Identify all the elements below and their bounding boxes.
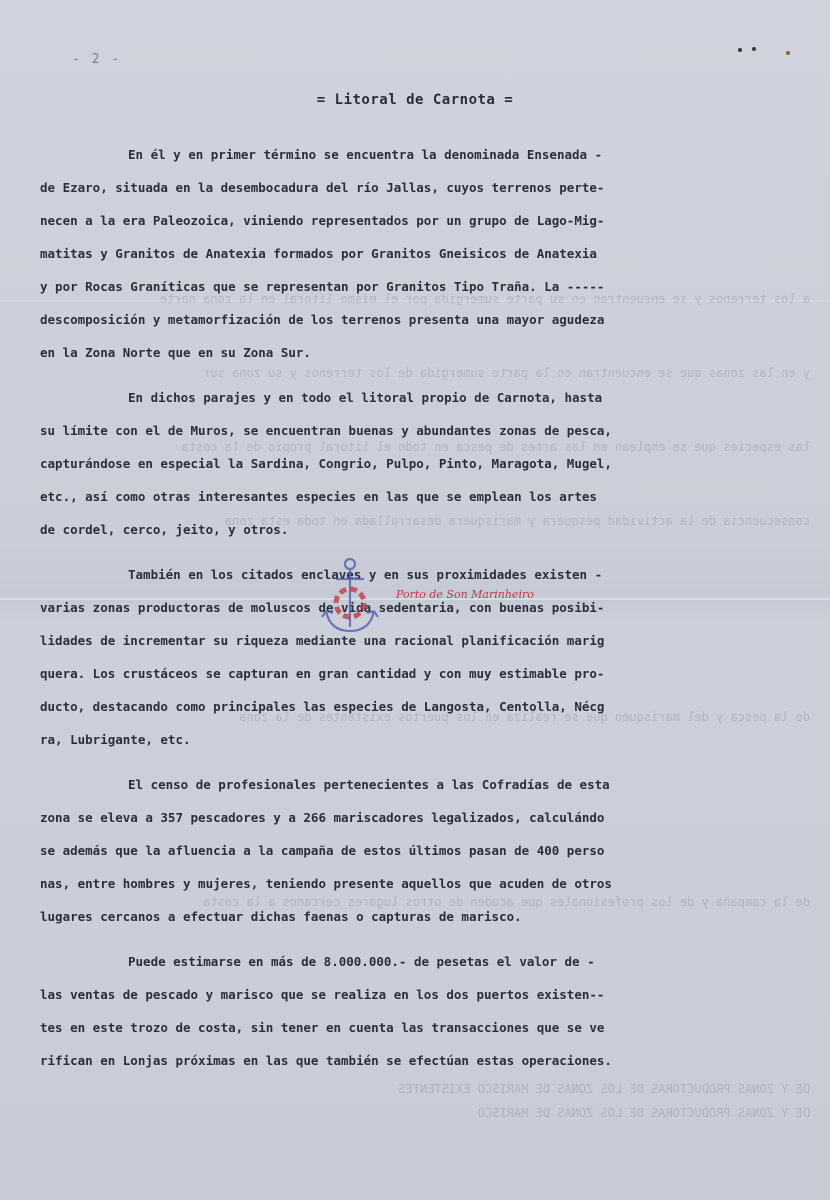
text-line: En él y en primer término se encuentra la denominada Ensenada - <box>128 147 603 162</box>
text-line: en la Zona Norte que en su Zona Sur. <box>40 345 311 360</box>
text-line: lidades de incrementar su riqueza mediante una racional planificación marig <box>40 633 605 648</box>
paragraph <box>40 945 692 1077</box>
text-line: descomposición y metamorfización de los terrenos presenta una mayor agudeza <box>40 312 605 327</box>
text-line: El censo de profesionales pertenecientes a las Cofradías de esta <box>128 777 610 792</box>
text-line: Puede estimarse en más de 8.000.000.- de pesetas el valor de - <box>128 954 595 969</box>
text-line: lugares cercanos a efectuar dichas faenas o capturas de marisco. <box>40 909 522 924</box>
bleed-through-text: de la pesca y del marisqueo que se realiza en los puertos existentes de la zona <box>239 710 810 724</box>
text-line: tes en este trozo de costa, sin tener en cuenta las transacciones que se ve <box>40 1020 605 1035</box>
stamp-label: Porto de Son Marinheiro <box>396 588 534 601</box>
text-line: varias zonas productoras de moluscos de vida sedentaria, con buenas posibi- <box>40 600 605 615</box>
ink-speck <box>752 47 756 51</box>
bleed-through-text: y en las zonas que se encuentran en la parte sumergida de los terrenos y su zona sur <box>203 366 810 380</box>
text-line: También en los citados enclaves y en sus proximidades existen - <box>128 567 603 582</box>
text-line: matitas y Granitos de Anatexia formados por Granitos Gneisicos de Anatexia <box>40 246 597 261</box>
anchor-stamp-icon <box>318 555 382 639</box>
bleed-through-text: consecuencia de la actividad pesquera y marisquera desarrollada en toda esta zona <box>224 514 810 528</box>
section-title: = Litoral de Carnota = <box>316 92 514 108</box>
ink-speck <box>786 51 790 55</box>
text-line: se además que la afluencia a la campaña de estos últimos pasan de 400 perso <box>40 843 605 858</box>
bleed-through-text: de la campaña y de los profesionales que acuden de otros lugares cercanos a la costa <box>203 895 810 909</box>
text-line: de cordel, cerco, jeito, y otros. <box>40 522 289 537</box>
paragraph <box>40 381 692 546</box>
bleed-through-text: a los terrenos y se encuentran en su parte sumergida por el mismo litoral en la zona norte <box>159 292 810 306</box>
text-line: zona se eleva a 357 pescadores y a 266 mariscadores legalizados, calculándo <box>40 810 605 825</box>
ink-speck <box>738 48 742 52</box>
text-line: quera. Los crustáceos se capturan en gran cantidad y con muy estimable pro- <box>40 666 605 681</box>
text-line: de Ezaro, situada en la desembocadura del río Jallas, cuyos terrenos perte- <box>40 180 605 195</box>
text-line: y por Rocas Graníticas que se representan por Granitos Tipo Traña. La ----- <box>40 279 605 294</box>
text-line: nas, entre hombres y mujeres, teniendo presente aquellos que acuden de otros <box>40 876 612 891</box>
paragraph <box>40 138 692 369</box>
bleed-through-text: las especies que se emplean en las artes de pesca en todo el litoral propio de la costa <box>181 440 810 454</box>
bleed-through-text: DE Y ZONAS PRODUCTORAS DE LOS ZONAS DE MARISCO <box>477 1106 810 1120</box>
text-line: su límite con el de Muros, se encuentran buenas y abundantes zonas de pesca, <box>40 423 612 438</box>
text-line: rifican en Lonjas próximas en las que también se efectúan estas operaciones. <box>40 1053 612 1068</box>
paragraph <box>40 768 692 933</box>
page-number: - 2 - <box>72 52 122 67</box>
text-line: necen a la era Paleozoica, viniendo representados por un grupo de Lago-Mig- <box>40 213 605 228</box>
bleed-through-text: DE Y ZONAS PRODUCTORAS DE LOS ZONAS DE MARISCO EXISTENTES <box>398 1082 810 1096</box>
text-line: ducto, destacando como principales las especies de Langosta, Centolla, Nécg <box>40 699 605 714</box>
text-line: En dichos parajes y en todo el litoral propio de Carnota, hasta <box>128 390 603 405</box>
text-line: etc., así como otras interesantes especies en las que se emplean los artes <box>40 489 597 504</box>
text-line: ra, Lubrigante, etc. <box>40 732 191 747</box>
text-line: las ventas de pescado y marisco que se realiza en los dos puertos existen-- <box>40 987 605 1002</box>
text-line: capturándose en especial la Sardina, Congrio, Pulpo, Pinto, Maragota, Mugel, <box>40 456 612 471</box>
